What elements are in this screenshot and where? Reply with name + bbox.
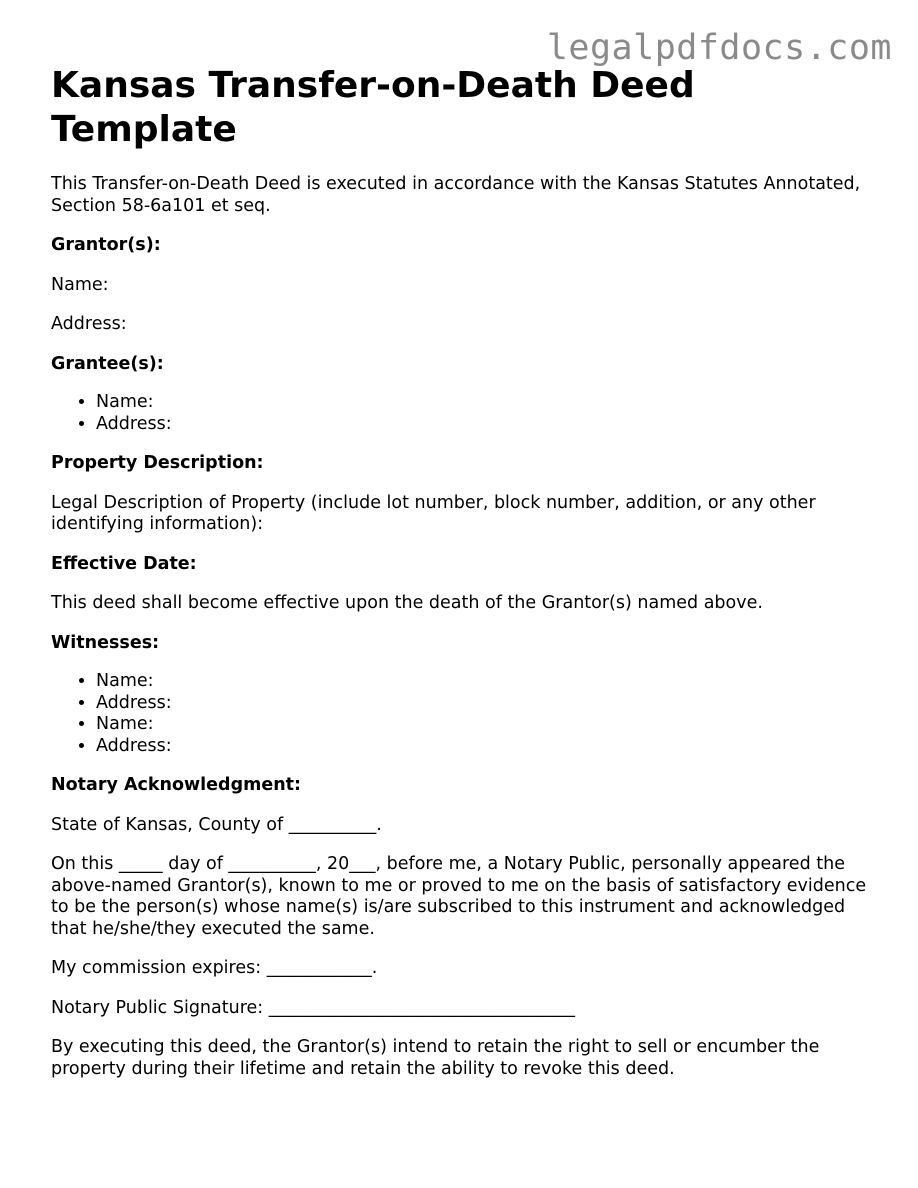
- witness-address-item: • Address:: [96, 736, 881, 758]
- watermark-text: legalpdfdocs.com: [546, 28, 892, 68]
- grantor-address-label: Address:: [51, 314, 127, 334]
- effective-date-text: This deed shall become effective upon the death of the Grantor(s) named above.: [51, 593, 763, 613]
- witness-name-item: • Name:: [96, 671, 881, 693]
- grantor-name-label: Name:: [51, 274, 109, 295]
- notary-acknowledgment-text: On this _____ day of __________, 20___, before me, a Notary Public, personally appeared the above-named Grantor(s), known to me or proved to me on the basis of satisfactory evidence to be the person(s) whose name(s) is/are subscribed to this instrument and acknowledged that he/she/they executed the same.: [51, 854, 867, 939]
- grantors-heading: Grantor(s):: [51, 235, 161, 255]
- witness-address-item: • Address:: [96, 693, 881, 715]
- notary-heading: Notary Acknowledgment:: [51, 775, 302, 795]
- witness-name-item: • Name:: [96, 714, 881, 736]
- witnesses-list: [51, 671, 881, 757]
- witnesses-heading: Witnesses:: [51, 632, 160, 653]
- property-heading: Property Description:: [51, 453, 264, 473]
- document-page: [51, 64, 881, 1098]
- document-title: Kansas Transfer-on-Death Deed Template: [51, 65, 695, 150]
- grantees-list: [51, 392, 881, 435]
- intro-paragraph: This Transfer-on-Death Deed is executed in accordance with the Kansas Statutes Annotated, Section 58-6a101 et seq.: [51, 174, 861, 216]
- grantee-address-item: • Address:: [96, 414, 881, 436]
- grantee-name-item: • Name:: [96, 392, 881, 414]
- closing-paragraph: By executing this deed, the Grantor(s) intend to retain the right to sell or encumber the property during their lifetime and retain the ability to revoke this deed.: [51, 1037, 820, 1079]
- notary-signature-line: Notary Public Signature: ___________________________________: [51, 997, 575, 1018]
- notary-county-line: State of Kansas, County of __________.: [51, 814, 382, 835]
- property-description-text: Legal Description of Property (include lot number, block number, addition, or any other identifying information):: [51, 492, 816, 534]
- notary-commission-line: My commission expires: ____________.: [51, 958, 378, 978]
- grantees-heading: Grantee(s):: [51, 353, 164, 374]
- effective-date-heading: Effective Date:: [51, 553, 197, 574]
